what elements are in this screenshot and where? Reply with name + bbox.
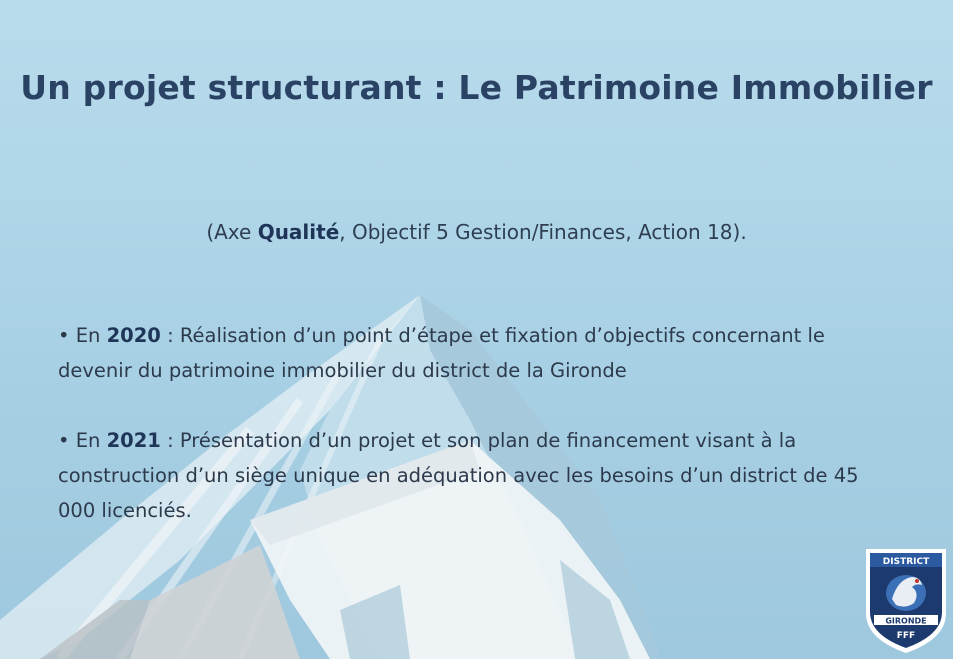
bullet-text: : Réalisation d’un point d’étape et fixation d’objectifs concernant le devenir du patrimoine immobilier du district de la Gironde [58, 324, 825, 382]
slide-title: Un projet structurant : Le Patrimoine Immobilier [20, 68, 933, 107]
subtitle-rest: , Objectif 5 Gestion/Finances, Action 18). [339, 220, 747, 244]
bullet-2021 [58, 423, 898, 528]
slide-subtitle [0, 220, 953, 244]
logo-sub-text: FFF [896, 631, 916, 641]
bullet-year: 2021 [106, 429, 161, 452]
district-gironde-logo [862, 543, 950, 655]
logo-top-text: DISTRICT [882, 557, 930, 567]
logo-bottom-text: GIRONDE [885, 616, 927, 626]
bullet-year: 2020 [106, 324, 161, 347]
subtitle-strong: Qualité [257, 220, 340, 244]
bullet-prefix: • En [58, 429, 107, 452]
bullet-prefix: • En [58, 324, 107, 347]
bullet-text: : Présentation d’un projet et son plan de financement visant à la construction d’un siège unique en adéquation avec les besoins d’un district de 45 000 licenciés. [58, 429, 859, 522]
bullet-2020 [58, 318, 898, 388]
subtitle-open: (Axe [206, 220, 258, 244]
